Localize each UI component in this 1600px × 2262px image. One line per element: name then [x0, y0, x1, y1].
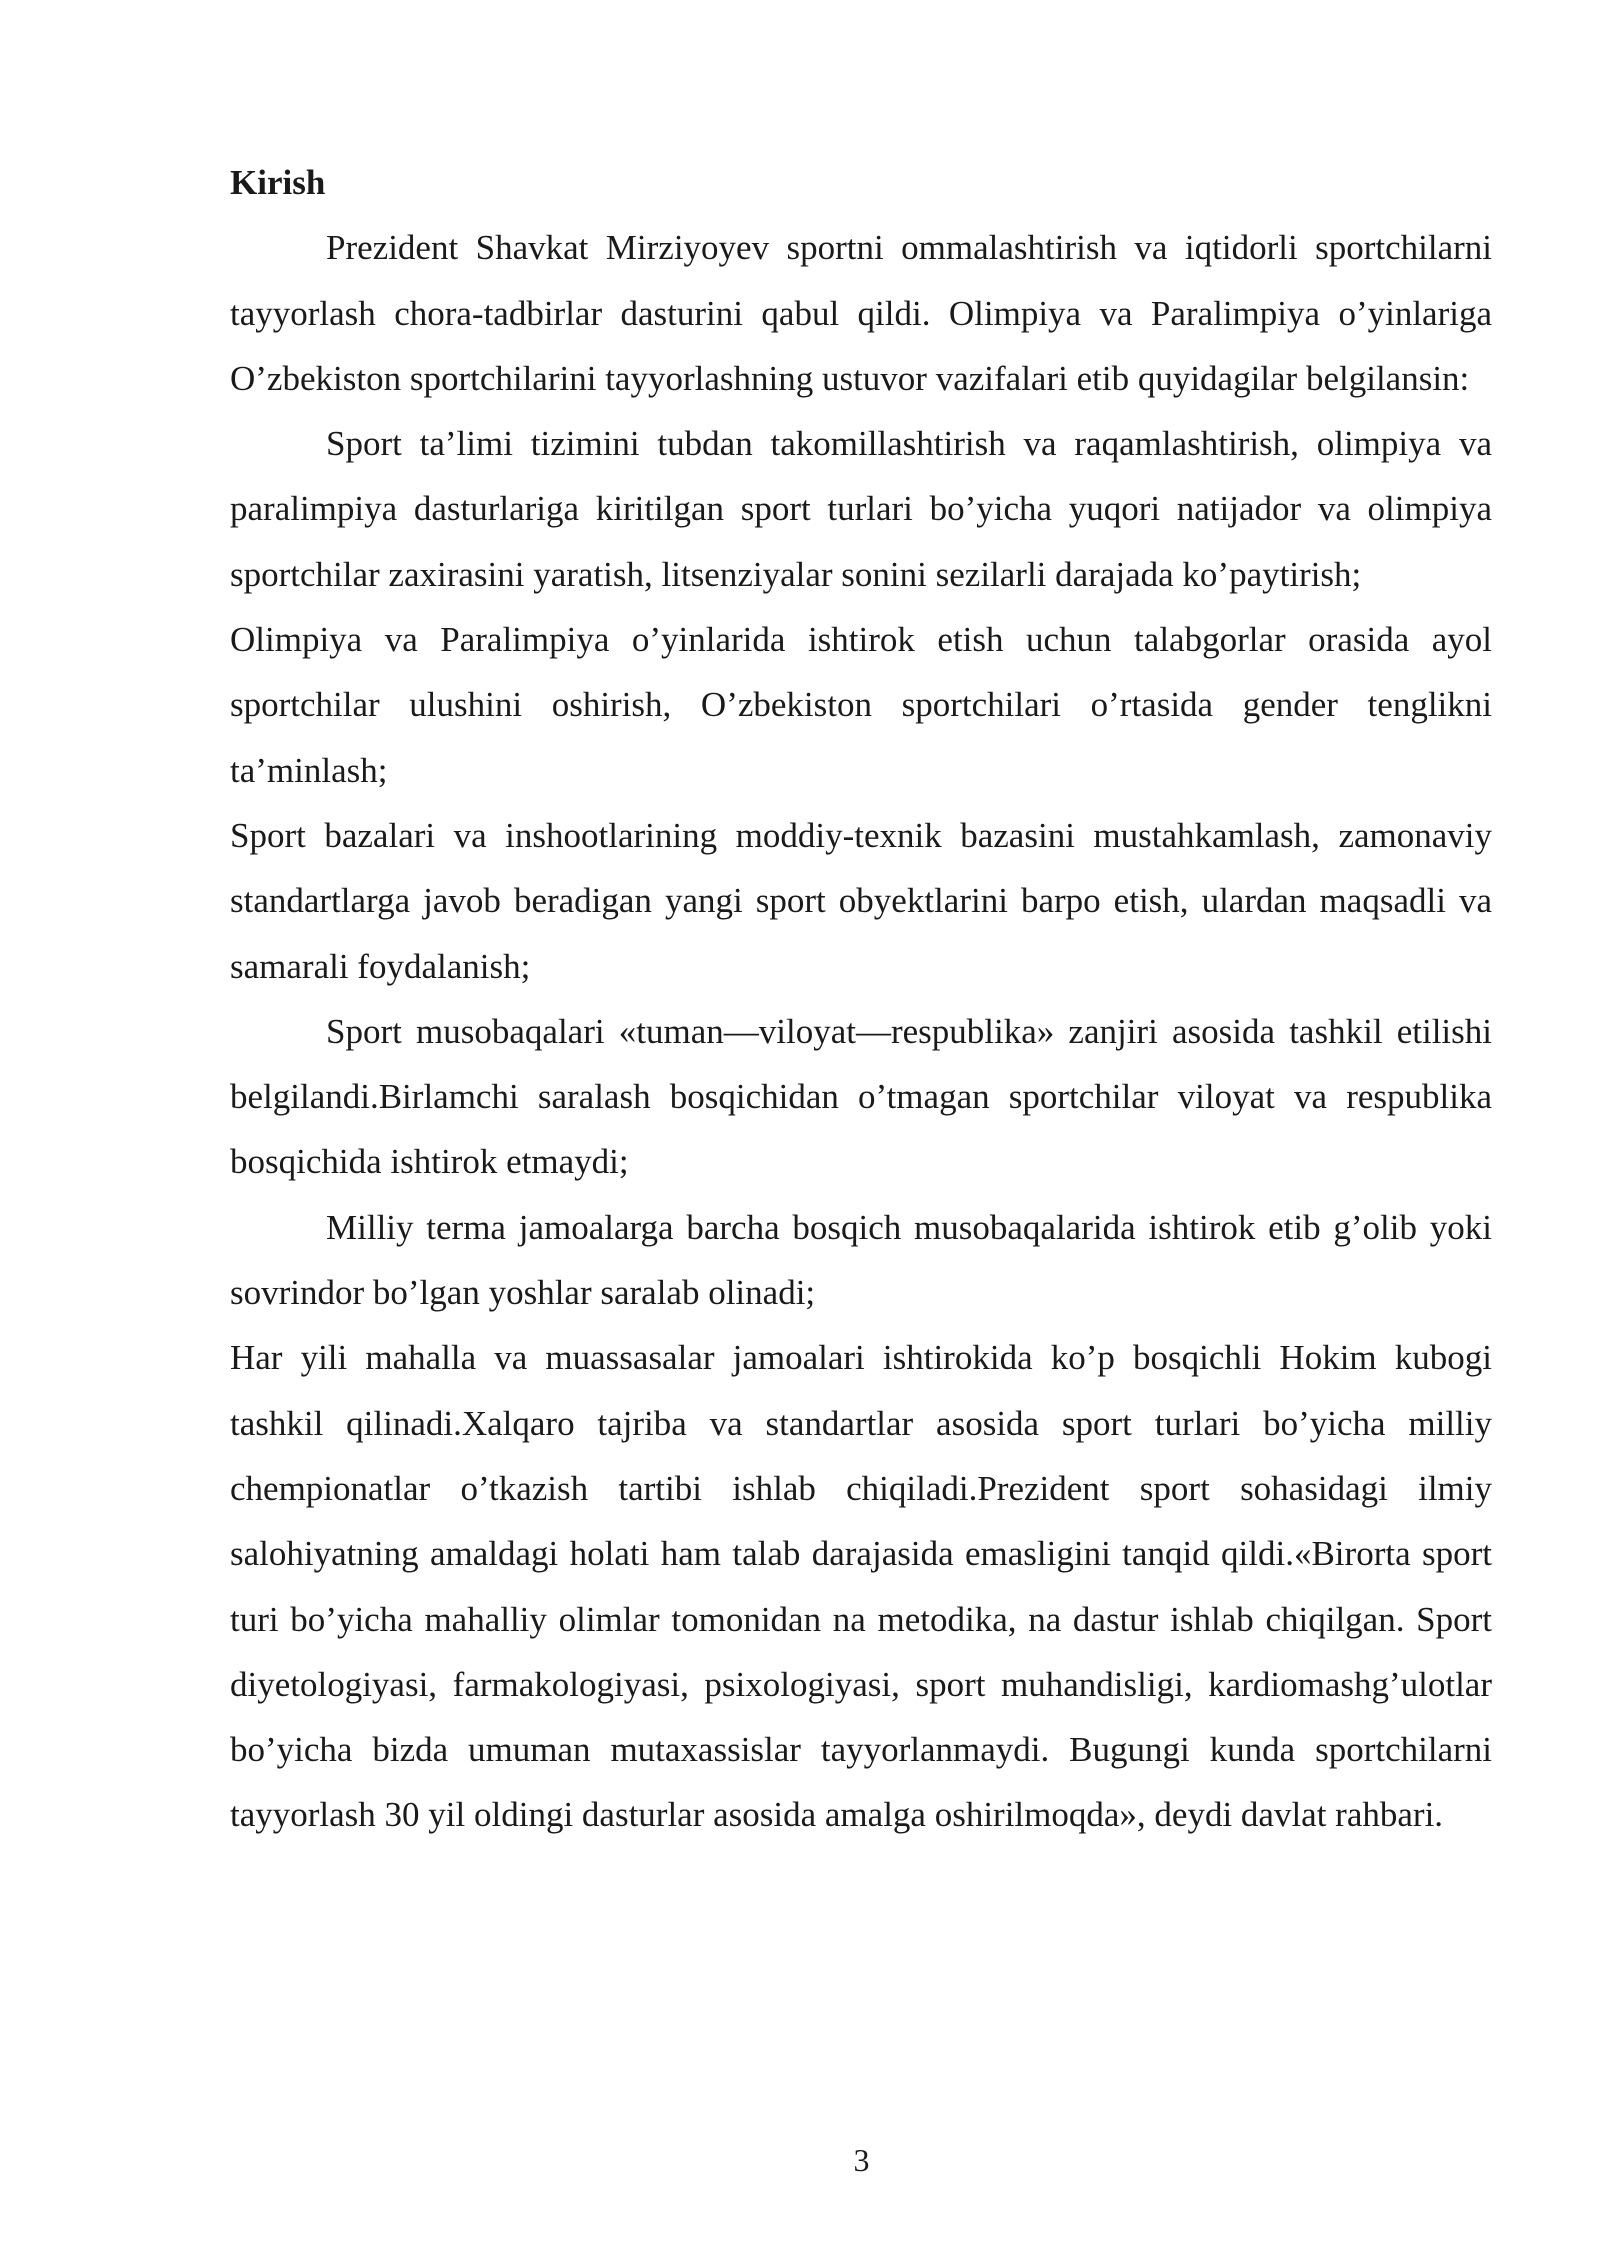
paragraph: Olimpiya va Paralimpiya o’yinlarida ishtirok etish uchun talabgorlar orasida ayol sportchilar ulushini oshirish, O’zbekiston sportchilari o’rtasida gender tenglikni ta’minlash;	[230, 620, 1492, 790]
paragraph: Milliy terma jamoalarga barcha bosqich musobaqalarida ishtirok etib g’olib yoki sovrindor bo’lgan yoshlar saralab olinadi;	[230, 1207, 1492, 1313]
document-page	[230, 150, 1492, 1848]
section-heading: Kirish	[230, 163, 326, 202]
paragraph: Sport ta’limi tizimini tubdan takomillashtirish va raqamlashtirish, olimpiya va paralimpiya dasturlariga kiritilgan sport turlari bo’yicha yuqori natijador va olimpiya sportchilar zaxirasini yaratish, litsenziyalar sonini sezilarli darajada ko’paytirish;	[230, 424, 1492, 594]
paragraph: Sport musobaqalari «tuman—viloyat—respublika» zanjiri asosida tashkil etilishi belgilandi.Birlamchi saralash bosqichidan o’tmagan sportchilar viloyat va respublika bosqichida ishtirok etmaydi;	[230, 1011, 1492, 1182]
paragraph: Sport bazalari va inshootlarining moddiy-texnik bazasini mustahkamlash, zamonaviy standartlarga javob beradigan yangi sport obyektlarini barpo etish, ulardan maqsadli va samarali foydalanish;	[230, 815, 1492, 986]
paragraph: Prezident Shavkat Mirziyoyev sportni ommalashtirish va iqtidorli sportchilarni tayyorlash chora-tadbirlar dasturini qabul qildi. Olimpiya va Paralimpiya o’yinlariga O’zbekiston sportchilarini tayyorlashning ustuvor vazifalari etib quyidagilar belgilansin:	[230, 228, 1492, 398]
paragraph: Har yili mahalla va muassasalar jamoalari ishtirokida ko’p bosqichli Hokim kubogi tashkil qilinadi.Xalqaro tajriba va standartlar asosida sport turlari bo’yicha milliy chempionatlar o’tkazish tartibi ishlab chiqiladi.Prezident sport sohasidagi ilmiy salohiyatning amaldagi holati ham talab darajasida emasligini tanqid qildi.«Birorta sport turi bo’yicha mahalliy olimlar tomonidan na metodika, na dastur ishlab chiqilgan. Sport diyetologiyasi, farmakologiyasi, psixologiyasi, sport muhandisligi, kardiomashg’ulotlar bo’yicha bizda umuman mutaxassislar tayyorlanmaydi. Bugungi kunda sportchilarni tayyorlash 30 yil oldingi dasturlar asosida amalga oshirilmoqda», deydi davlat rahbari.	[230, 1338, 1492, 1835]
page-number: 3	[853, 2142, 870, 2178]
